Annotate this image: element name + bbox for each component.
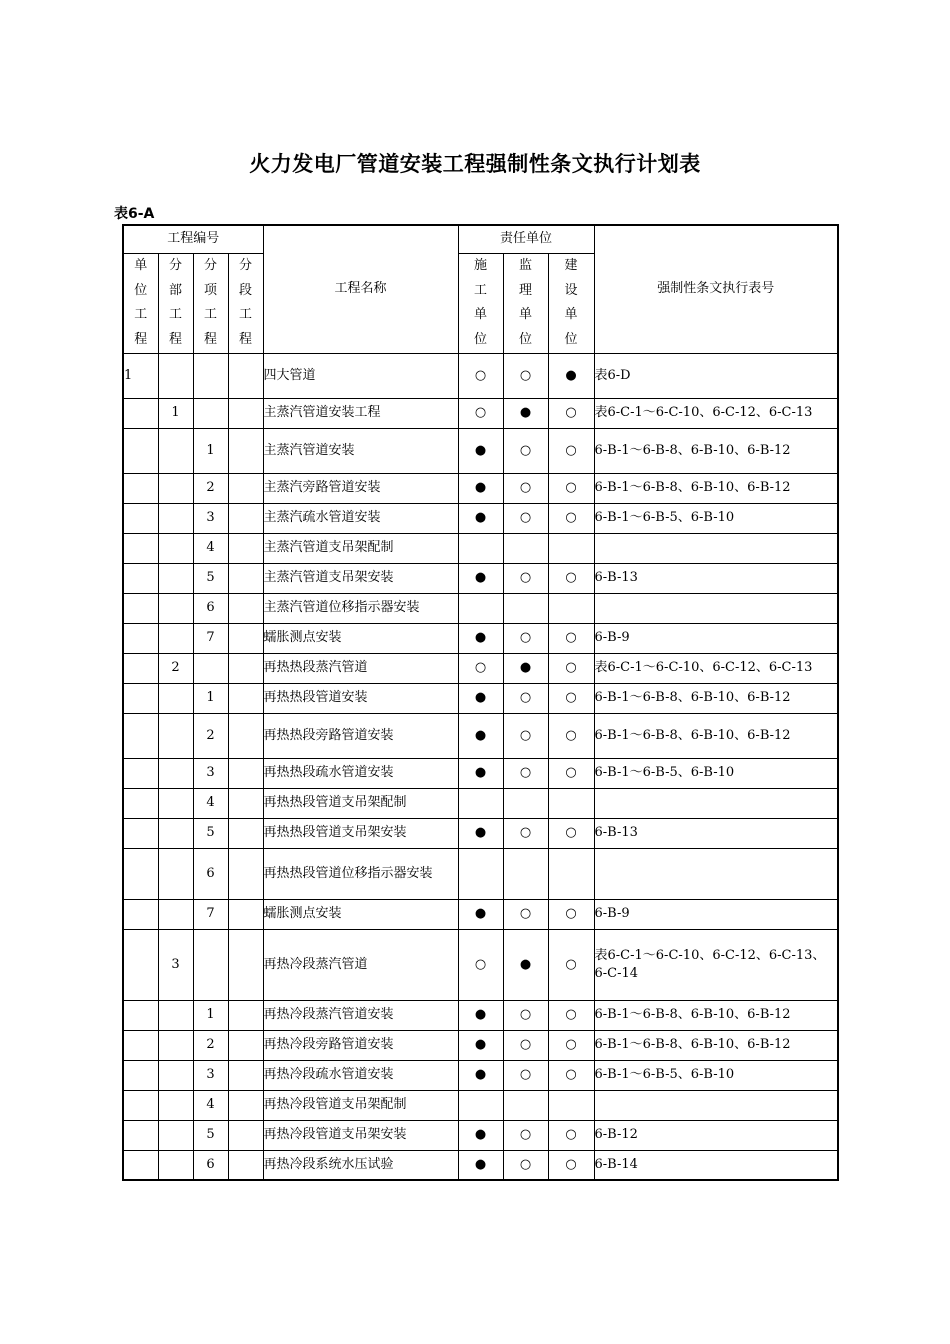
unit-number-cell	[123, 563, 158, 593]
form-number-cell	[594, 848, 838, 899]
owner-mark-cell: ○	[548, 713, 594, 758]
unit-number-cell	[123, 623, 158, 653]
segment-number-cell	[228, 899, 263, 929]
item-number-cell: 6	[193, 848, 228, 899]
header-responsibility: 责任单位	[458, 225, 594, 253]
segment-number-cell	[228, 1060, 263, 1090]
form-number-cell: 表6-C-1～6-C-10、6-C-12、6-C-13	[594, 653, 838, 683]
form-number-cell: 6-B-14	[594, 1150, 838, 1180]
supervision-mark-cell: ○	[503, 428, 548, 473]
construction-mark-cell: ●	[458, 713, 503, 758]
table-label: 表6-A	[114, 206, 155, 222]
project-name-cell: 再热冷段疏水管道安装	[263, 1060, 458, 1090]
unit-number-cell	[123, 473, 158, 503]
supervision-mark-cell: ○	[503, 503, 548, 533]
owner-mark-cell: ○	[548, 1030, 594, 1060]
construction-mark-cell: ●	[458, 899, 503, 929]
supervision-mark-cell: ○	[503, 1000, 548, 1030]
project-name-cell: 再热热段管道支吊架安装	[263, 818, 458, 848]
header-char: 工	[239, 307, 253, 322]
owner-mark-cell: ○	[548, 818, 594, 848]
form-number-cell: 6-B-1～6-B-8、6-B-10、6-B-12	[594, 428, 838, 473]
owner-mark-cell: ○	[548, 653, 594, 683]
division-number-cell	[158, 1150, 193, 1180]
header-supervision-unit	[503, 253, 548, 353]
item-number-cell: 2	[193, 473, 228, 503]
form-number-cell: 6-B-13	[594, 563, 838, 593]
supervision-mark-cell: ○	[503, 713, 548, 758]
table-row	[123, 428, 838, 473]
table-row	[123, 848, 838, 899]
supervision-mark-cell	[503, 593, 548, 623]
header-form-number: 强制性条文执行表号	[594, 225, 838, 353]
unit-number-cell	[123, 713, 158, 758]
project-name-cell: 主蒸汽旁路管道安装	[263, 473, 458, 503]
supervision-mark-cell: ○	[503, 563, 548, 593]
form-number-cell: 表6-C-1～6-C-10、6-C-12、6-C-13	[594, 398, 838, 428]
unit-number-cell	[123, 593, 158, 623]
segment-number-cell	[228, 563, 263, 593]
unit-number-cell	[123, 929, 158, 1000]
table-row	[123, 1120, 838, 1150]
construction-mark-cell: ●	[458, 1060, 503, 1090]
supervision-mark-cell	[503, 1090, 548, 1120]
project-name-cell: 再热冷段管道支吊架安装	[263, 1120, 458, 1150]
project-name-cell: 再热热段管道位移指示器安装	[263, 848, 458, 899]
form-number-cell: 6-B-9	[594, 899, 838, 929]
owner-mark-cell: ○	[548, 1120, 594, 1150]
project-name-cell: 再热冷段管道支吊架配制	[263, 1090, 458, 1120]
item-number-cell: 5	[193, 563, 228, 593]
unit-number-cell	[123, 848, 158, 899]
header-char: 部	[168, 282, 182, 298]
division-number-cell	[158, 563, 193, 593]
form-number-cell: 6-B-1～6-B-8、6-B-10、6-B-12	[594, 1030, 838, 1060]
table-row	[123, 818, 838, 848]
unit-number-cell	[123, 1060, 158, 1090]
project-name-cell: 四大管道	[263, 353, 458, 398]
division-number-cell	[158, 428, 193, 473]
header-char: 建	[564, 258, 578, 273]
table-row	[123, 1090, 838, 1120]
plan-table	[122, 224, 839, 1181]
table-row	[123, 713, 838, 758]
header-char: 程	[134, 331, 148, 347]
table-row	[123, 929, 838, 1000]
project-name-cell: 再热热段管道安装	[263, 683, 458, 713]
item-number-cell: 2	[193, 1030, 228, 1060]
header-char: 设	[564, 282, 578, 298]
project-name-cell: 再热冷段蒸汽管道	[263, 929, 458, 1000]
unit-number-cell	[123, 1000, 158, 1030]
construction-mark-cell: ●	[458, 1150, 503, 1180]
header-char: 工	[203, 307, 217, 322]
header-char: 位	[134, 282, 148, 298]
item-number-cell: 3	[193, 503, 228, 533]
segment-number-cell	[228, 1030, 263, 1060]
item-number-cell: 3	[193, 1060, 228, 1090]
header-char: 分	[239, 258, 253, 273]
division-number-cell: 2	[158, 653, 193, 683]
segment-number-cell	[228, 1000, 263, 1030]
owner-mark-cell	[548, 848, 594, 899]
supervision-mark-cell: ○	[503, 473, 548, 503]
segment-number-cell	[228, 788, 263, 818]
page-title: 火力发电厂管道安装工程强制性条文执行计划表	[249, 152, 701, 176]
construction-mark-cell: ○	[458, 398, 503, 428]
segment-number-cell	[228, 848, 263, 899]
owner-mark-cell: ○	[548, 398, 594, 428]
owner-mark-cell: ○	[548, 1150, 594, 1180]
header-project-number: 工程编号	[123, 225, 263, 253]
form-number-cell: 6-B-1～6-B-8、6-B-10、6-B-12	[594, 683, 838, 713]
division-number-cell	[158, 848, 193, 899]
owner-mark-cell: ○	[548, 1000, 594, 1030]
owner-mark-cell: ○	[548, 758, 594, 788]
item-number-cell: 1	[193, 428, 228, 473]
item-number-cell: 6	[193, 1150, 228, 1180]
project-name-cell: 主蒸汽管道安装	[263, 428, 458, 473]
form-number-cell	[594, 1090, 838, 1120]
unit-number-cell	[123, 503, 158, 533]
construction-mark-cell: ○	[458, 929, 503, 1000]
table-row	[123, 353, 838, 398]
form-number-cell	[594, 788, 838, 818]
segment-number-cell	[228, 818, 263, 848]
header-construction-unit	[458, 253, 503, 353]
form-number-cell: 6-B-1～6-B-8、6-B-10、6-B-12	[594, 713, 838, 758]
form-number-cell	[594, 593, 838, 623]
header-char: 分	[203, 258, 217, 273]
supervision-mark-cell: ○	[503, 818, 548, 848]
segment-number-cell	[228, 1120, 263, 1150]
header-unit-project	[123, 253, 158, 353]
segment-number-cell	[228, 473, 263, 503]
unit-number-cell: 1	[123, 353, 158, 398]
table-row	[123, 788, 838, 818]
segment-number-cell	[228, 758, 263, 788]
construction-mark-cell	[458, 1090, 503, 1120]
table-row	[123, 1150, 838, 1180]
construction-mark-cell: ●	[458, 563, 503, 593]
form-number-cell: 6-B-12	[594, 1120, 838, 1150]
table-row	[123, 398, 838, 428]
segment-number-cell	[228, 929, 263, 1000]
unit-number-cell	[123, 653, 158, 683]
project-name-cell: 主蒸汽疏水管道安装	[263, 503, 458, 533]
unit-number-cell	[123, 788, 158, 818]
item-number-cell: 6	[193, 593, 228, 623]
item-number-cell: 5	[193, 818, 228, 848]
division-number-cell	[158, 788, 193, 818]
supervision-mark-cell: ○	[503, 899, 548, 929]
supervision-mark-cell: ○	[503, 1150, 548, 1180]
division-number-cell	[158, 1060, 193, 1090]
project-name-cell: 主蒸汽管道安装工程	[263, 398, 458, 428]
construction-mark-cell	[458, 593, 503, 623]
header-char: 程	[203, 331, 217, 347]
header-char: 监	[519, 258, 533, 273]
form-number-cell: 6-B-1～6-B-5、6-B-10	[594, 1060, 838, 1090]
item-number-cell	[193, 353, 228, 398]
segment-number-cell	[228, 503, 263, 533]
segment-number-cell	[228, 713, 263, 758]
header-char: 工	[134, 307, 148, 322]
supervision-mark-cell	[503, 533, 548, 563]
division-number-cell	[158, 758, 193, 788]
supervision-mark-cell	[503, 848, 548, 899]
header-char: 工	[474, 282, 488, 298]
supervision-mark-cell	[503, 788, 548, 818]
unit-number-cell	[123, 899, 158, 929]
construction-mark-cell: ○	[458, 353, 503, 398]
segment-number-cell	[228, 533, 263, 563]
supervision-mark-cell: ○	[503, 1120, 548, 1150]
item-number-cell: 7	[193, 899, 228, 929]
project-name-cell: 再热热段蒸汽管道	[263, 653, 458, 683]
segment-number-cell	[228, 593, 263, 623]
table-row	[123, 758, 838, 788]
supervision-mark-cell: ●	[503, 653, 548, 683]
form-number-cell: 6-B-1～6-B-5、6-B-10	[594, 758, 838, 788]
header-char: 段	[239, 282, 253, 298]
item-number-cell	[193, 398, 228, 428]
supervision-mark-cell: ○	[503, 1060, 548, 1090]
item-number-cell: 1	[193, 1000, 228, 1030]
project-name-cell: 蠕胀测点安装	[263, 623, 458, 653]
table-row	[123, 593, 838, 623]
owner-mark-cell: ○	[548, 503, 594, 533]
segment-number-cell	[228, 623, 263, 653]
item-number-cell: 5	[193, 1120, 228, 1150]
header-item-project	[193, 253, 228, 353]
unit-number-cell	[123, 533, 158, 563]
owner-mark-cell: ○	[548, 899, 594, 929]
owner-mark-cell: ○	[548, 683, 594, 713]
table-row	[123, 473, 838, 503]
unit-number-cell	[123, 683, 158, 713]
header-char: 位	[519, 331, 533, 347]
construction-mark-cell: ●	[458, 758, 503, 788]
division-number-cell	[158, 683, 193, 713]
owner-mark-cell: ○	[548, 929, 594, 1000]
division-number-cell	[158, 713, 193, 758]
item-number-cell: 4	[193, 788, 228, 818]
table-row	[123, 1030, 838, 1060]
owner-mark-cell	[548, 788, 594, 818]
header-char: 位	[474, 331, 488, 347]
item-number-cell: 1	[193, 683, 228, 713]
form-number-cell: 表6-D	[594, 353, 838, 398]
unit-number-cell	[123, 1150, 158, 1180]
construction-mark-cell: ●	[458, 683, 503, 713]
construction-mark-cell: ●	[458, 623, 503, 653]
form-number-cell: 6-B-13	[594, 818, 838, 848]
item-number-cell: 4	[193, 1090, 228, 1120]
division-number-cell	[158, 1000, 193, 1030]
table-row	[123, 899, 838, 929]
owner-mark-cell: ○	[548, 428, 594, 473]
header-project-name: 工程名称	[263, 225, 458, 353]
header-char: 位	[564, 331, 578, 347]
segment-number-cell	[228, 1150, 263, 1180]
unit-number-cell	[123, 398, 158, 428]
supervision-mark-cell: ●	[503, 929, 548, 1000]
table-row	[123, 683, 838, 713]
segment-number-cell	[228, 398, 263, 428]
project-name-cell: 主蒸汽管道支吊架安装	[263, 563, 458, 593]
construction-mark-cell: ●	[458, 818, 503, 848]
division-number-cell	[158, 1090, 193, 1120]
segment-number-cell	[228, 683, 263, 713]
header-char: 单	[474, 307, 488, 322]
unit-number-cell	[123, 758, 158, 788]
header-char: 工	[168, 307, 182, 322]
supervision-mark-cell: ○	[503, 353, 548, 398]
item-number-cell	[193, 929, 228, 1000]
header-division-project	[158, 253, 193, 353]
project-name-cell: 再热冷段蒸汽管道安装	[263, 1000, 458, 1030]
unit-number-cell	[123, 1090, 158, 1120]
division-number-cell	[158, 1120, 193, 1150]
division-number-cell	[158, 623, 193, 653]
construction-mark-cell: ●	[458, 1120, 503, 1150]
owner-mark-cell: ○	[548, 563, 594, 593]
header-char: 程	[168, 331, 182, 347]
division-number-cell: 1	[158, 398, 193, 428]
supervision-mark-cell: ○	[503, 683, 548, 713]
owner-mark-cell: ●	[548, 353, 594, 398]
item-number-cell: 2	[193, 713, 228, 758]
header-segment-project	[228, 253, 263, 353]
form-number-cell: 6-B-1～6-B-5、6-B-10	[594, 503, 838, 533]
construction-mark-cell: ○	[458, 653, 503, 683]
project-name-cell: 主蒸汽管道位移指示器安装	[263, 593, 458, 623]
project-name-cell: 蠕胀测点安装	[263, 899, 458, 929]
supervision-mark-cell: ○	[503, 623, 548, 653]
item-number-cell: 7	[193, 623, 228, 653]
division-number-cell: 3	[158, 929, 193, 1000]
project-name-cell: 再热冷段旁路管道安装	[263, 1030, 458, 1060]
unit-number-cell	[123, 1120, 158, 1150]
division-number-cell	[158, 1030, 193, 1060]
division-number-cell	[158, 353, 193, 398]
unit-number-cell	[123, 428, 158, 473]
construction-mark-cell: ●	[458, 1000, 503, 1030]
division-number-cell	[158, 533, 193, 563]
form-number-cell	[594, 533, 838, 563]
header-char: 分	[168, 258, 182, 273]
table-body	[123, 225, 838, 1180]
supervision-mark-cell: ●	[503, 398, 548, 428]
header-row-1	[123, 225, 838, 253]
owner-mark-cell: ○	[548, 1060, 594, 1090]
header-char: 理	[519, 282, 533, 298]
project-name-cell: 再热热段疏水管道安装	[263, 758, 458, 788]
item-number-cell: 3	[193, 758, 228, 788]
table-row	[123, 563, 838, 593]
division-number-cell	[158, 473, 193, 503]
construction-mark-cell: ●	[458, 503, 503, 533]
segment-number-cell	[228, 1090, 263, 1120]
segment-number-cell	[228, 428, 263, 473]
owner-mark-cell	[548, 593, 594, 623]
header-char: 项	[203, 282, 217, 298]
header-char: 单	[134, 258, 148, 273]
item-number-cell	[193, 653, 228, 683]
table-row	[123, 503, 838, 533]
header-char: 单	[519, 307, 533, 322]
construction-mark-cell	[458, 848, 503, 899]
construction-mark-cell: ●	[458, 1030, 503, 1060]
construction-mark-cell: ●	[458, 473, 503, 503]
table-row	[123, 653, 838, 683]
table-row	[123, 533, 838, 563]
table-row	[123, 1000, 838, 1030]
construction-mark-cell: ●	[458, 428, 503, 473]
division-number-cell	[158, 818, 193, 848]
header-char: 单	[564, 307, 578, 322]
header-char: 程	[239, 331, 253, 347]
division-number-cell	[158, 899, 193, 929]
division-number-cell	[158, 593, 193, 623]
unit-number-cell	[123, 818, 158, 848]
segment-number-cell	[228, 653, 263, 683]
construction-mark-cell	[458, 788, 503, 818]
project-name-cell: 再热冷段系统水压试验	[263, 1150, 458, 1180]
form-number-cell: 6-B-1～6-B-8、6-B-10、6-B-12	[594, 473, 838, 503]
form-number-cell: 6-B-9	[594, 623, 838, 653]
supervision-mark-cell: ○	[503, 1030, 548, 1060]
construction-mark-cell	[458, 533, 503, 563]
header-owner-unit	[548, 253, 594, 353]
table-row	[123, 1060, 838, 1090]
owner-mark-cell	[548, 533, 594, 563]
unit-number-cell	[123, 1030, 158, 1060]
supervision-mark-cell: ○	[503, 758, 548, 788]
project-name-cell: 主蒸汽管道支吊架配制	[263, 533, 458, 563]
form-number-cell: 表6-C-1～6-C-10、6-C-12、6-C-13、6-C-14	[594, 929, 838, 1000]
header-char: 施	[474, 258, 488, 273]
owner-mark-cell: ○	[548, 623, 594, 653]
division-number-cell	[158, 503, 193, 533]
project-name-cell: 再热热段管道支吊架配制	[263, 788, 458, 818]
item-number-cell: 4	[193, 533, 228, 563]
form-number-cell: 6-B-1～6-B-8、6-B-10、6-B-12	[594, 1000, 838, 1030]
project-name-cell: 再热热段旁路管道安装	[263, 713, 458, 758]
owner-mark-cell	[548, 1090, 594, 1120]
segment-number-cell	[228, 353, 263, 398]
table-row	[123, 623, 838, 653]
owner-mark-cell: ○	[548, 473, 594, 503]
